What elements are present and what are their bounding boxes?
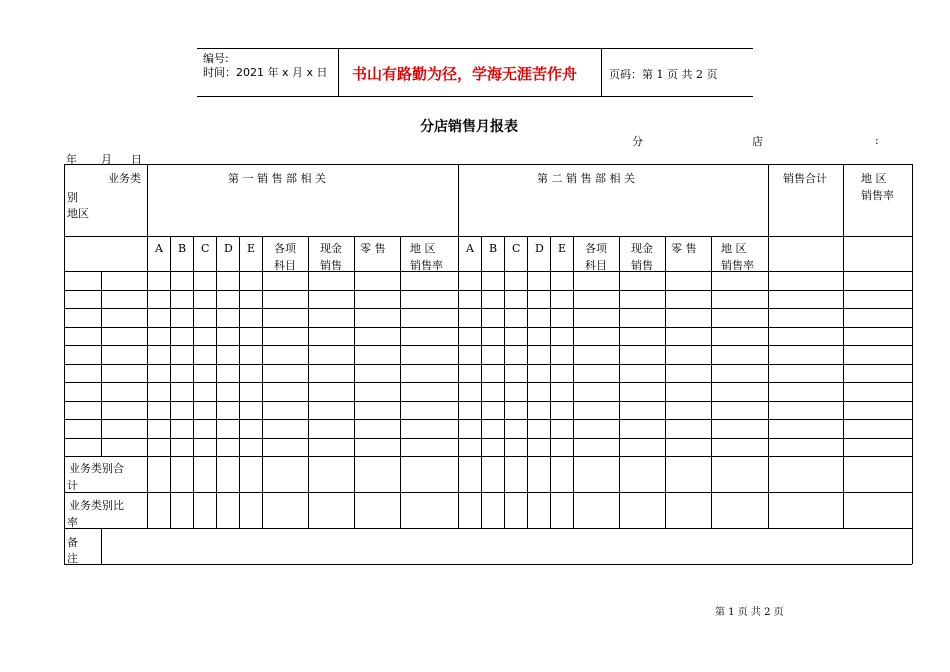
table-grid-line bbox=[64, 271, 912, 272]
subheader-e: E bbox=[558, 242, 567, 255]
table-grid-line bbox=[64, 345, 912, 346]
subheader-items-line2: 科目 bbox=[274, 259, 296, 272]
subheader-d: D bbox=[535, 242, 544, 255]
date-month-label: 月 bbox=[101, 153, 112, 166]
table-grid-line bbox=[573, 236, 574, 528]
subheader-items-line2: 科目 bbox=[585, 259, 607, 272]
subheader-b: B bbox=[178, 242, 187, 255]
header-divider bbox=[338, 49, 339, 96]
subheader-region-line2: 销售率 bbox=[721, 259, 754, 272]
table-grid-line bbox=[216, 236, 217, 528]
table-grid-line bbox=[843, 164, 844, 528]
dept2-header: 第 二 销 售 部 相 关 bbox=[537, 172, 635, 185]
subheader-a: A bbox=[155, 242, 163, 255]
table-grid-line bbox=[64, 164, 65, 564]
date-day-label: 日 bbox=[131, 153, 142, 166]
remarks-label: 备 bbox=[67, 536, 78, 549]
footer-page-info: 第 1 页 共 2 页 bbox=[715, 607, 784, 618]
table-grid-line bbox=[64, 308, 912, 309]
subheader-b: B bbox=[489, 242, 498, 255]
page-number-label: 页码：第 1 页 共 2 页 bbox=[609, 68, 718, 81]
table-grid-line bbox=[308, 236, 309, 528]
header-slogan: 书山有路勤为径，学海无涯苦作舟 bbox=[352, 65, 578, 83]
subheader-region: 地 区 bbox=[410, 242, 436, 255]
sales-total-header: 销售合计 bbox=[783, 172, 827, 185]
table-grid-line bbox=[64, 419, 912, 420]
header-divider bbox=[601, 49, 602, 96]
table-grid-line bbox=[527, 236, 528, 528]
subheader-e: E bbox=[247, 242, 256, 255]
subheader-region: 地 区 bbox=[721, 242, 747, 255]
document-number-label: 编号: bbox=[203, 52, 229, 65]
date-year-label: 年 bbox=[66, 153, 77, 166]
corner-header-category: 业务类 bbox=[108, 172, 141, 185]
table-grid-line bbox=[665, 236, 666, 528]
table-grid-line bbox=[147, 164, 148, 528]
category-total-label: 业务类别合 bbox=[69, 462, 124, 475]
subheader-retail: 零 售 bbox=[671, 242, 697, 255]
subheader-items: 各项 bbox=[585, 242, 607, 255]
region-rate-header: 地 区 bbox=[861, 172, 887, 185]
subheader-a: A bbox=[466, 242, 474, 255]
table-grid-line bbox=[550, 236, 551, 528]
dept1-header: 第 一 销 售 部 相 关 bbox=[228, 172, 326, 185]
table-grid-line bbox=[64, 364, 912, 365]
table-grid-line bbox=[458, 164, 459, 528]
subheader-items: 各项 bbox=[274, 242, 296, 255]
branch-colon: : bbox=[875, 134, 879, 147]
table-grid-line bbox=[64, 401, 912, 402]
corner-header-category-cont: 别 bbox=[67, 191, 78, 204]
branch-label-char: 店 bbox=[752, 135, 763, 148]
table-grid-line bbox=[481, 236, 482, 528]
table-grid-line bbox=[400, 236, 401, 528]
table-grid-line bbox=[64, 164, 912, 165]
table-grid-line bbox=[101, 528, 102, 564]
table-grid-line bbox=[64, 564, 912, 565]
document-time-label: 时间：2021 年 x 月 x 日 bbox=[203, 66, 328, 79]
table-grid-line bbox=[64, 382, 912, 383]
table-grid-line bbox=[101, 271, 102, 456]
table-grid-line bbox=[768, 164, 769, 528]
table-grid-line bbox=[354, 236, 355, 528]
subheader-c: C bbox=[201, 242, 210, 255]
table-grid-line bbox=[64, 438, 912, 439]
table-grid-line bbox=[912, 164, 913, 564]
table-grid-line bbox=[711, 236, 712, 528]
table-grid-line bbox=[64, 290, 912, 291]
category-ratio-label-cont: 率 bbox=[67, 516, 78, 529]
subheader-retail: 零 售 bbox=[360, 242, 386, 255]
table-grid-line bbox=[64, 236, 912, 237]
subheader-cash: 现金 bbox=[631, 242, 653, 255]
remarks-label-cont: 注 bbox=[67, 552, 78, 565]
subheader-cash-line2: 销售 bbox=[320, 259, 342, 272]
category-total-label-cont: 计 bbox=[67, 479, 78, 492]
corner-header-region: 地区 bbox=[67, 207, 89, 220]
table-grid-line bbox=[239, 236, 240, 528]
report-title: 分店销售月报表 bbox=[420, 119, 518, 135]
category-ratio-label: 业务类别比 bbox=[69, 499, 124, 512]
subheader-cash-line2: 销售 bbox=[631, 259, 653, 272]
subheader-region-line2: 销售率 bbox=[410, 259, 443, 272]
sales-report-table bbox=[64, 164, 912, 564]
branch-label-char: 分 bbox=[632, 135, 643, 148]
table-grid-line bbox=[262, 236, 263, 528]
table-grid-line bbox=[64, 327, 912, 328]
subheader-c: C bbox=[512, 242, 521, 255]
table-grid-line bbox=[504, 236, 505, 528]
table-grid-line bbox=[170, 236, 171, 528]
table-grid-line bbox=[64, 528, 912, 529]
table-grid-line bbox=[64, 492, 912, 493]
region-rate-header-line2: 销售率 bbox=[861, 189, 894, 202]
table-grid-line bbox=[193, 236, 194, 528]
subheader-cash: 现金 bbox=[320, 242, 342, 255]
subheader-d: D bbox=[224, 242, 233, 255]
table-grid-line bbox=[64, 456, 912, 457]
table-grid-line bbox=[619, 236, 620, 528]
